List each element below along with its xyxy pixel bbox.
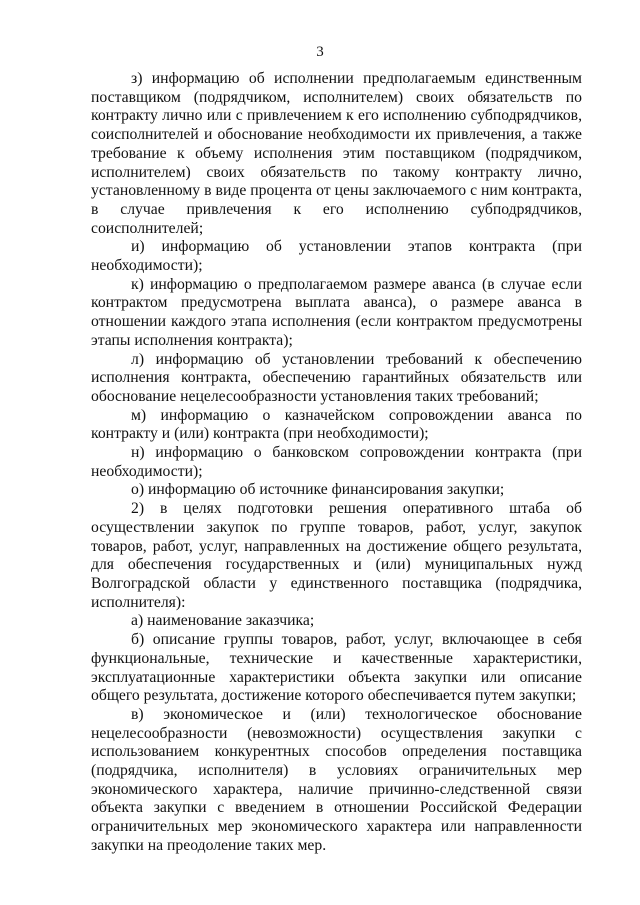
paragraph-k: к) информацию о предполагаемом размере аванса (в случае если контрактом предусмотрена выплата аванса), о размере аванса в отношении каждого этапа исполнения (если контрактом предусмотрены этапы исполнения контракта); bbox=[91, 275, 582, 349]
paragraph-l: л) информацию об установлении требований к обеспечению исполнения контракта, обеспечению гарантийных обязательств или обоснование нецелесообразности установления таких требований; bbox=[91, 350, 582, 405]
paragraph-z: з) информацию об исполнении предполагаемым единственным поставщиком (подрядчиком, исполнителем) своих обязательств по контракту лично или с привлечением к его исполнению субподрядчиков, соисполнителей и обоснование необходимости их привлечения, а также требование к объему исполнения этим поставщиком (подрядчиком, исполнителем) своих обязательств по такому контракту лично, установленному в виде процента от цены заключаемого с ним контракта, в случае привлечения к его исполнению субподрядчиков, соисполнителей; bbox=[91, 70, 582, 237]
paragraph-n: н) информацию о банковском сопровождении контракта (при необходимости); bbox=[91, 444, 582, 480]
paragraph-i: и) информацию об установлении этапов контракта (при необходимости); bbox=[91, 238, 582, 275]
document-body bbox=[91, 70, 582, 856]
paragraph-m: м) информацию о казначейском сопровождении аванса по контракту и (или) контракта (при необходимости); bbox=[91, 406, 582, 443]
paragraph-a: а) наименование заказчика; bbox=[131, 612, 315, 630]
paragraph-b: б) описание группы товаров, работ, услуг, включающее в себя функциональные, технические и качественные характеристики, эксплуатационные характеристики объекта закупки или описание общего результата, достижение которого обеспечивается путем закупки; bbox=[91, 631, 582, 705]
paragraph-v: в) экономическое и (или) технологическое обоснование нецелесообразности (невозможности) осуществления закупки с использованием конкурентных способов определения поставщика (подрядчика, исполнителя) в условиях ограничительных мер экономического характера, наличие причинно-следственной связи объекта закупки с введением в отношении Российской Федерации ограничительных мер экономического характера или направленности закупки на преодоление таких мер. bbox=[91, 705, 582, 854]
paragraph-2: 2) в целях подготовки решения оперативного штаба об осуществлении закупок по группе товаров, работ, услуг, закупок товаров, работ, услуг, направленных на достижение общего результата, для обеспечения государственных и (или) муниципальных нужд Волгоградской области у единственного поставщика (подрядчика, исполнителя): bbox=[91, 500, 582, 611]
paragraph-o: о) информацию об источнике финансирования закупки; bbox=[131, 481, 505, 499]
page-number: 3 bbox=[316, 44, 324, 60]
